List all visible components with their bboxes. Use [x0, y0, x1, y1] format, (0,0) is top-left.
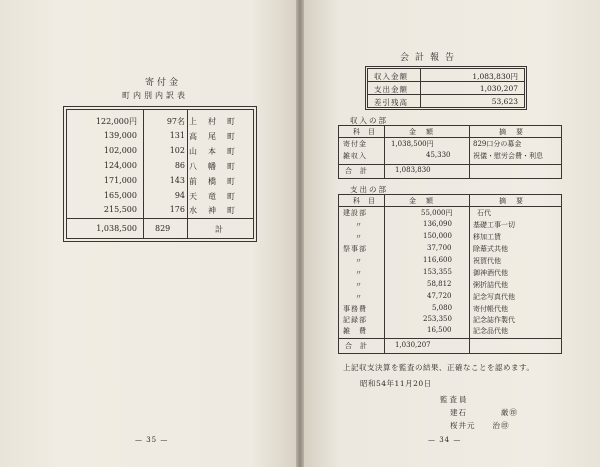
left-page: [0, 0, 296, 467]
report-title: 会計報告: [400, 53, 461, 63]
table-row: 〃 116,600 祝賀代他: [355, 256, 501, 265]
table-row: 〃 47,720 記念写真代他: [355, 292, 515, 301]
summary-row: 差引残高 53,623: [374, 97, 518, 107]
table-row: 雑費 16,500 記念品代他: [343, 326, 508, 335]
table-row: 122,000円 97名 上村町: [95, 117, 246, 126]
summary-box: [365, 66, 527, 110]
income-section-title: 収入の部: [350, 116, 388, 125]
summary-row: 収入金額 1,083,830円: [374, 72, 518, 81]
page-number-left: — 35 —: [135, 436, 169, 444]
expense-table: 科目 金額 摘要 建設部 55,000円 石代 〃 136,090 基礎工事一切 〃 150,000 移加工賃 祭事部 37,700 除幕式共他 〃 116,600 祝賀代他 〃 153,355 御神酒代他 〃 58,812 粥折詰代他 〃 47,720 記念写真代他 事務費 5,080 寄付帳代他 記録部 253,350 記念誌作製代 雑費 16,500 記念品代他 合計 1,030,207: [338, 194, 562, 354]
table-row: 〃 136,090 基礎工事一切: [355, 220, 515, 229]
donation-table: [63, 106, 257, 242]
table-row: 雑収入 45,330 祝儀・慰労会費・利息: [343, 151, 543, 160]
auditor-title: 監査員: [440, 395, 469, 404]
book-gutter: [296, 0, 304, 467]
table-row: 建設部 55,000円 石代: [343, 209, 491, 217]
table-total-row: 合計 1,083,830: [345, 166, 431, 175]
summary-row: 支出金額 1,030,207: [374, 84, 518, 94]
auditor-name: 桜井元 治㊞: [450, 421, 510, 430]
audit-date: 昭和54年11月20日: [360, 379, 432, 388]
table-row: 102,000 102 山本町: [103, 146, 246, 156]
table-row: 寄付金 1,038,500円 829口分の募金: [343, 140, 522, 148]
table-row: 〃 153,355 御神酒代他: [355, 268, 508, 277]
table-row: 165,000 94 天竜町: [103, 191, 246, 201]
table-row: 祭事部 37,700 除幕式共他: [343, 244, 508, 253]
expense-section-title: 支出の部: [350, 185, 388, 194]
table-total-row: 1,038,500 829 計: [96, 224, 234, 234]
table-row: 事務費 5,080 寄付帳代他: [343, 304, 508, 313]
income-table: 科目 金額 摘要 寄付金 1,038,500円 829口分の募金 雑収入 45,330 祝儀・慰労会費・利息 合計 1,083,830: [338, 125, 562, 179]
donation-subtitle: 町内別内訳表: [122, 91, 188, 100]
table-row: 124,000 86 八幡町: [103, 161, 246, 171]
auditor-name: 建石 厳㊞: [450, 408, 518, 417]
table-total-row: 合計 1,030,207: [345, 341, 431, 350]
table-row: 〃 150,000 移加工賃: [355, 232, 501, 241]
audit-statement: 上記収支決算を監査の結果、正確なことを認めます。: [343, 363, 535, 372]
table-row: 139,000 131 高尾町: [103, 131, 246, 141]
donation-title: 寄付金: [145, 78, 182, 88]
table-row: 171,000 143 前橋町: [103, 176, 246, 186]
page-number-right: — 34 —: [428, 436, 462, 444]
table-row: 記録部 253,350 記念誌作製代: [343, 315, 515, 324]
table-row: 215,500 176 水神町: [103, 205, 246, 215]
table-row: 〃 58,812 粥折詰代他: [355, 280, 508, 289]
